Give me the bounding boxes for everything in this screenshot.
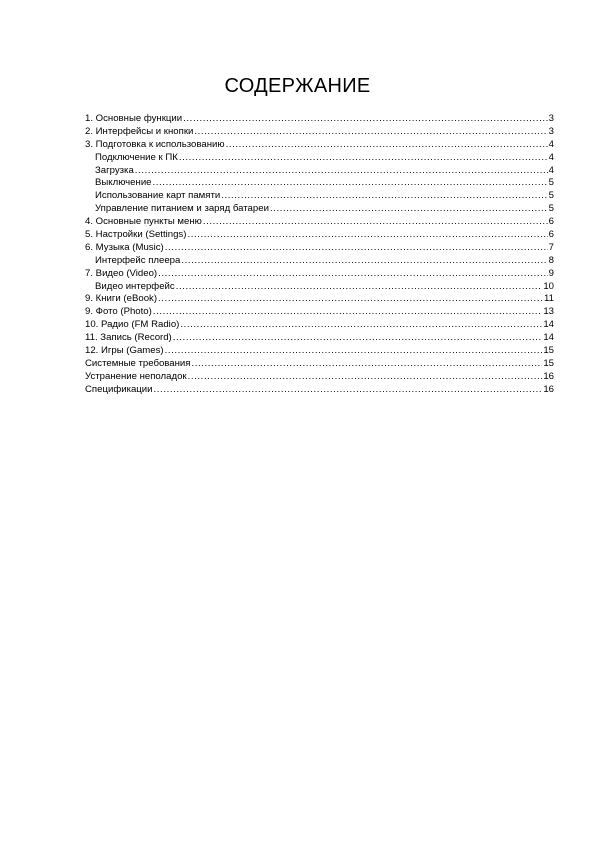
toc-dot-leader xyxy=(221,190,547,203)
toc-dot-leader xyxy=(173,332,543,345)
toc-entry[interactable] xyxy=(85,242,554,255)
toc-dot-leader xyxy=(176,281,543,294)
toc-entry[interactable] xyxy=(85,371,554,384)
toc-dot-leader xyxy=(180,319,542,332)
toc-page-number: 14 xyxy=(543,332,554,344)
toc-page-number: 5 xyxy=(548,203,554,215)
toc-entry-title: 3. Подготовка к использованию xyxy=(85,138,225,150)
toc-entry-title: 9. Фото (Photo) xyxy=(85,306,152,318)
toc-subentry[interactable] xyxy=(85,152,554,165)
toc-entry-title: Интерфейс плеера xyxy=(95,254,181,266)
toc-dot-leader xyxy=(183,113,548,126)
toc-entry-title: 9. Книги (eBook) xyxy=(85,293,158,305)
toc-entry-title: Управление питанием и заряд батареи xyxy=(95,203,269,215)
toc-entry-title: Системные требования xyxy=(85,357,191,369)
toc-page-number: 3 xyxy=(548,125,554,137)
toc-dot-leader xyxy=(158,268,548,281)
toc-dot-leader xyxy=(181,255,547,268)
toc-entry-title: 2. Интерфейсы и кнопки xyxy=(85,125,194,137)
toc-page-number: 7 xyxy=(548,241,554,253)
toc-page-number: 14 xyxy=(543,319,554,331)
toc-dot-leader xyxy=(194,126,547,139)
toc-entry[interactable] xyxy=(85,332,554,345)
toc-subentry[interactable] xyxy=(85,281,554,294)
toc-subentry[interactable] xyxy=(85,190,554,203)
toc-subentry[interactable] xyxy=(85,177,554,190)
toc-subentry[interactable] xyxy=(85,203,554,216)
toc-entry-title: Устранение неполадок xyxy=(85,370,187,382)
toc-subentry[interactable] xyxy=(85,255,554,268)
toc-entry-title: 11. Запись (Record) xyxy=(85,332,172,344)
toc-page-number: 10 xyxy=(543,280,554,292)
toc-page-number: 4 xyxy=(548,151,554,163)
table-of-contents xyxy=(85,113,554,397)
toc-entry[interactable] xyxy=(85,113,554,126)
toc-entry-title: Загрузка xyxy=(95,164,134,176)
toc-dot-leader xyxy=(154,384,543,397)
toc-entry-title: 1. Основные функции xyxy=(85,113,183,124)
toc-entry-title: 6. Музыка (Music) xyxy=(85,241,164,253)
toc-dot-leader xyxy=(153,306,542,319)
toc-dot-leader xyxy=(188,371,543,384)
toc-page-number: 15 xyxy=(543,357,554,369)
toc-dot-leader xyxy=(165,345,543,358)
toc-dot-leader xyxy=(270,203,548,216)
toc-page-number: 16 xyxy=(543,370,554,382)
toc-entry-title: 7. Видео (Video) xyxy=(85,267,158,279)
toc-entry[interactable] xyxy=(85,345,554,358)
toc-dot-leader xyxy=(179,152,548,165)
toc-entry[interactable] xyxy=(85,358,554,371)
page-title: СОДЕРЖАНИЕ xyxy=(224,75,371,97)
toc-page-number: 4 xyxy=(548,138,554,150)
toc-dot-leader xyxy=(203,216,548,229)
toc-dot-leader xyxy=(191,358,542,371)
toc-page-number: 6 xyxy=(548,229,554,241)
toc-subentry[interactable] xyxy=(85,165,554,178)
toc-page-number: 4 xyxy=(548,164,554,176)
toc-entry[interactable] xyxy=(85,384,554,397)
toc-entry[interactable] xyxy=(85,319,554,332)
toc-dot-leader xyxy=(226,139,548,152)
toc-page-number: 16 xyxy=(543,383,554,395)
toc-page-number: 5 xyxy=(548,190,554,202)
toc-entry-title: Спецификации xyxy=(85,383,153,395)
toc-page-number: 5 xyxy=(548,177,554,189)
toc-dot-leader xyxy=(158,293,543,306)
toc-page-number: 11 xyxy=(544,293,554,305)
toc-entry[interactable] xyxy=(85,306,554,319)
toc-page-number: 3 xyxy=(548,113,554,124)
toc-entry-title: Подключение к ПК xyxy=(95,151,178,163)
toc-entry-title: Выключение xyxy=(95,177,152,189)
toc-page-number: 6 xyxy=(548,216,554,228)
toc-entry[interactable] xyxy=(85,293,554,306)
toc-page-number: 13 xyxy=(543,306,554,318)
toc-page-number: 9 xyxy=(548,267,554,279)
toc-entry-title: 12. Игры (Games) xyxy=(85,345,164,357)
toc-page-number: 8 xyxy=(548,254,554,266)
toc-entry[interactable] xyxy=(85,139,554,152)
toc-page-number: 15 xyxy=(543,345,554,357)
toc-dot-leader xyxy=(187,229,547,242)
toc-entry-title: 5. Настройки (Settings) xyxy=(85,229,187,241)
toc-entry-title: Видео интерфейс xyxy=(95,280,175,292)
toc-dot-leader xyxy=(135,165,548,178)
toc-entry[interactable] xyxy=(85,126,554,139)
toc-dot-leader xyxy=(153,177,548,190)
toc-entry[interactable] xyxy=(85,216,554,229)
toc-entry[interactable] xyxy=(85,229,554,242)
toc-entry-title: Использование карт памяти xyxy=(95,190,221,202)
toc-entry[interactable] xyxy=(85,268,554,281)
toc-dot-leader xyxy=(165,242,548,255)
toc-entry-title: 10. Радио (FM Radio) xyxy=(85,319,180,331)
toc-entry-title: 4. Основные пункты меню xyxy=(85,216,202,228)
